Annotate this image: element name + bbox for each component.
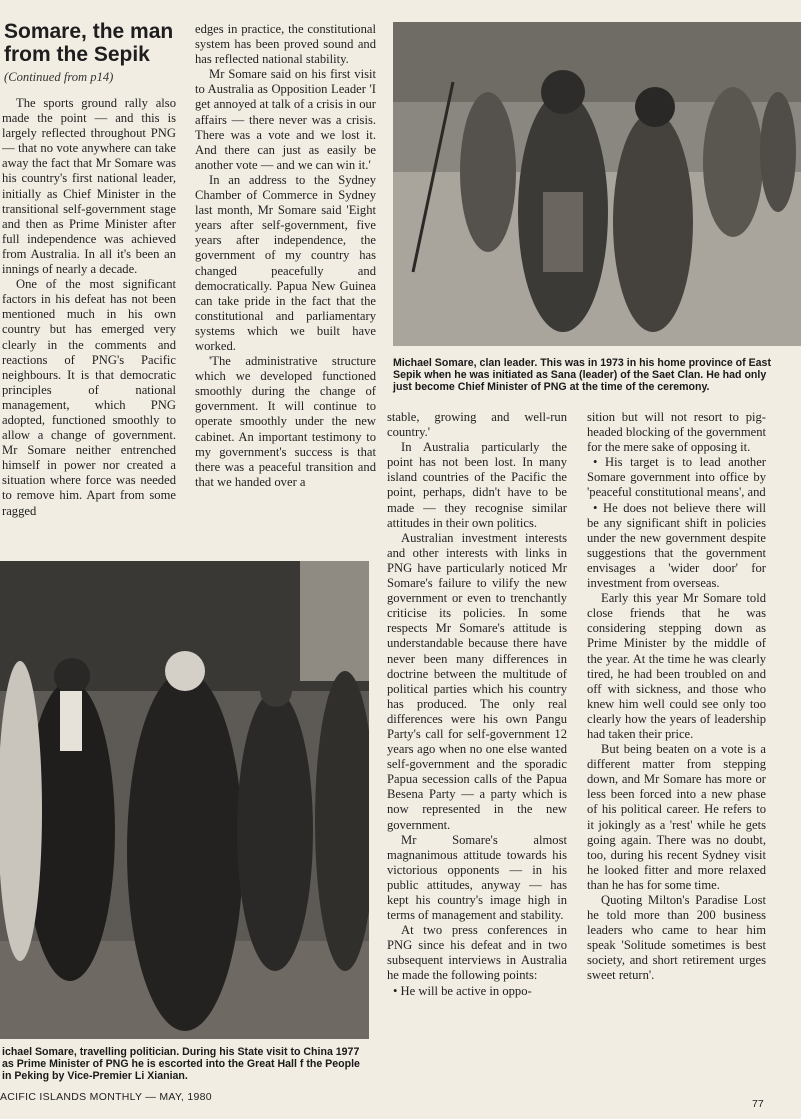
paragraph: But being beaten on a vote is a different matter from stepping down, and Mr Somare has more or less been forced into a new phase of his political career. He refers to it jokingly as a 'rest' while he gets going again. There was no doubt, too, during his recent Sydney visit he looked fitter and more relaxed than he has for some time. (587, 742, 766, 892)
column-4 (587, 410, 766, 1095)
page-number: 77 (752, 1098, 764, 1110)
column-1 (2, 96, 176, 551)
bullet-paragraph: • His target is to lead another Somare government into office by 'peaceful constitutional means', and (587, 455, 766, 500)
paragraph: Australian investment interests and other interests with links in PNG have particularly noticed Mr Somare's failure to vilify the new government or even to trenchantly criticise its policies. In some respects Mr Somare's attitude is understandable because there have never been many differences in doctrine between the multitude of political parties which his country has produced. The only real differences were his own Pangu Party's call for self-government 12 years ago when no one else wanted self-government and the sporadic Papua secession calls of the Papua Besena Party — a party which is now represented in the new government. (387, 530, 567, 832)
paragraph: stable, growing and well-run country.' (387, 410, 567, 440)
photo-great-hall-visit (0, 561, 369, 1039)
article-headline: Somare, the man from the Sepik (4, 20, 174, 66)
paragraph: Early this year Mr Somare told close friends that he was considering stepping down as Prime Minister by the middle of the year. At the time he was clearly tired, he had been troubled on and off with sickness, and those who knew him well could see only too clearly how the years of leadership had taken their price. (587, 591, 766, 741)
paragraph: In an address to the Sydney Chamber of Commerce in Sydney last month, Mr Somare said 'Eight years after self-government, five years after independence, the government of my country has changed peacefully and democratically. Papua New Guinea can take pride in the fact that the constitutional and parliamentary systems which we built have worked. (195, 172, 376, 353)
paragraph: Mr Somare's almost magnanimous attitude towards his victorious opponents — in his public attitudes, anyway — has kept his country's image high in terms of management and stability. (387, 832, 567, 923)
column-3 (387, 410, 567, 1095)
continued-note: (Continued from p14) (4, 70, 114, 84)
bullet-paragraph: • He will be active in oppo- (393, 983, 532, 998)
paragraph: At two press conferences in PNG since his defeat and in two subsequent interviews in Australia he made the following points: (387, 923, 567, 983)
page-footer: ACIFIC ISLANDS MONTHLY — MAY, 1980 (0, 1091, 212, 1103)
column-2 (195, 22, 376, 552)
paragraph: The sports ground rally also made the point — and this is largely reflected throughout PNG — that no vote anywhere can take away the fact that Mr Somare was his country's first national leader, initially as Chief Minister in the transitional self-government stage and then as Prime Minister after full independence was achieved from Australia. In all it's been an innings of nearly a decade. (2, 96, 176, 277)
paragraph: In Australia particularly the point has not been lost. In many island countries of the Pacific the point, perhaps, didn't have to be made — they recognise similar attitudes in their own politics. (387, 440, 567, 530)
caption-clan-leader: Michael Somare, clan leader. This was in 1973 in his home province of East Sepik when he was initiated as Sana (leader) of the Saet Clan. He had only just become Chief Minister of PNG at the time of the ceremony. (393, 357, 771, 394)
paragraph: sition but will not resort to pig-headed blocking of the government for the mere sake of opposing it. (587, 410, 766, 455)
caption-travelling-politician: ichael Somare, travelling politician. During his State visit to China 1977 as Prime Minister of PNG he is escorted into the Great Hall f the People in Peking by Vice-Premier Li Xianian. (2, 1046, 360, 1083)
paragraph: 'The administrative structure which we developed functioned smoothly during the change of government. It will continue to operate smoothly under the new cabinet. An important testimony to my government's success is that there was a peaceful transition and that we handed over a (195, 354, 376, 489)
paragraph: Mr Somare said on his first visit to Australia as Opposition Leader 'I get annoyed at talk of a crisis in our affairs — there never was a crisis. There was a vote and we lost it. And there can just as easily be another vote — and we can win it.' (195, 67, 376, 172)
bullet-paragraph: • He does not believe there will be any significant shift in policies under the new government despite suggestions that the government envisages a 'wider door' for investment from overseas. (587, 500, 766, 591)
paragraph: One of the most significant factors in his defeat has not been mentioned much in his own country but has emerged very clearly in the comments and reactions of PNG's Pacific neighbours. It is that democratic principles of national management, which PNG adopted, functioned smoothly to allow a change of government. Mr Somare neither entrenched himself in power nor created a situation where force was needed to remove him. Apart from some ragged (2, 277, 176, 518)
paragraph: edges in practice, the constitutional system has been proved sound and has reflected national stability. (195, 22, 376, 67)
paragraph: Quoting Milton's Paradise Lost he told more than 200 business leaders who came to hear him speak 'Solitude sometimes is best society, and short retirement urges sweet return'. (587, 893, 766, 983)
photo-clan-ceremony (393, 22, 801, 346)
